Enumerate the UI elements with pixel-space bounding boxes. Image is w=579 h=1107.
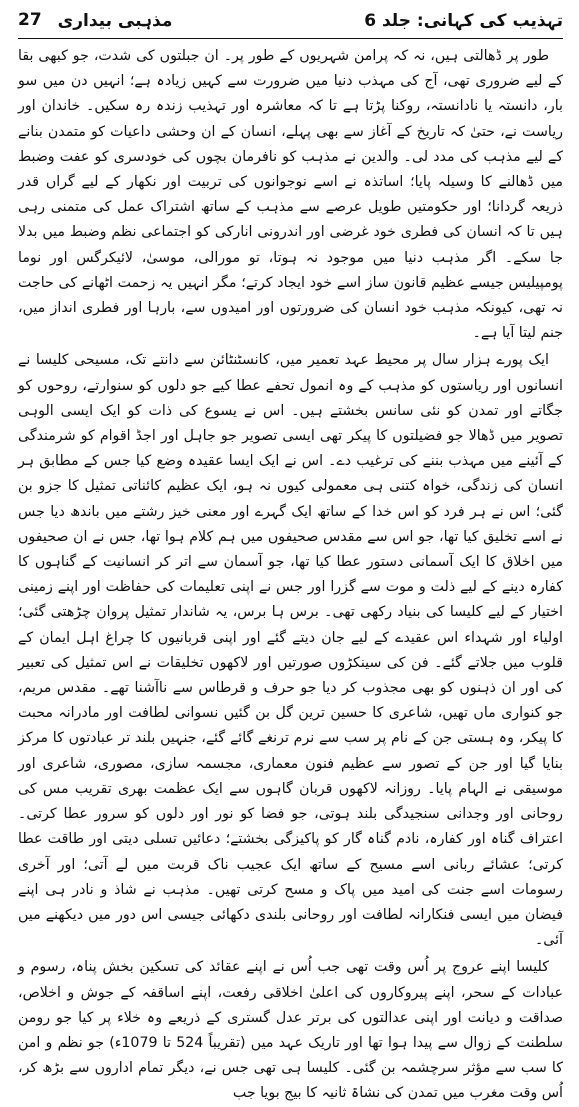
paragraph: ایک پورے ہزار سال پر محیط عہد تعمیر میں، کانسٹنٹائن سے دانتے تک، مسیحی کلیسا نے انسانوں اور ریاستوں کو مذہب کے وہ انمول تحفے عطا کیے جو دلوں کو سنوارتے، روحوں کو جگاتے اور تمدن کو نئی سانس بخشتے ہیں۔ اس نے یسوع کی ذات کو ایک ایسی الوہی تصویر میں ڈھالا جو فضیلتوں کا پیکر تھی ایسی تصویر جو جاہل اور اجڈ اقوام کو شرمندگی کے آئینے میں مہذب بننے کی ترغیب دے۔ اس نے ایک ایسا عقیدہ وضع کیا جس کے مطابق ہر انسان کی زندگی، خواہ کتنی ہی معمولی کیوں نہ ہو، ایک عظیم کائناتی تمثیل کا جزو بن گئی؛ اس نے ہر فرد کو اس خدا کے ساتھ ایک گہرے اور معنی خیز رشتے میں باندھ دیا جس نے اسے تخلیق کیا تھا، جو اس سے مقدس صحیفوں میں ہم کلام ہوا تھا، جس نے ان صحیفوں میں اخلاق کا ایک آسمانی دستور عطا کیا تھا، جو آسمان سے اتر کر انسانیت کے گناہوں کا کفارہ دینے کے لیے ذلت و موت سے گزرا اور جس نے اپنی تعلیمات کی حفاظت اور اپنے زمینی اختیار کے لیے کلیسا کی بنیاد رکھی تھی۔ برس ہا برس، یہ شاندار تمثیل پروان چڑھتی گئی؛ اولیاء اور شہداء اس عقیدے کے لیے جان دیتے گئے اور اپنی قربانیوں کا چراغ اہل ایمان کے قلوب میں جلاتے گئے۔ فن کی سینکڑوں صورتیں اور لاکھوں تخلیقات نے اس تمثیل کی تعبیر کی اور ان ذہنوں کو بھی مجذوب کر دیا جو حرف و قرطاس سے ناآشنا تھے۔ مقدس مریم، جو کنواری ماں تھیں، شاعری کا حسین ترین گل بن گئیں نسوانی لطافت اور مادرانہ محبت کا پیکر، وہ ہستی جن کے نام پر سب سے نرم ترنغے گائے گئے، جنہیں بلند تر عبادتوں کا مرکز بنایا گیا اور جن کے تصور سے عظیم فنون معماری، مجسمہ سازی، مصوری، شاعری اور موسیقی نے الہام پایا۔ روزانہ لاکھوں قربان گاہوں سے ایک عظمت بھری تقریب مس کی روحانی اور وجدانی سنجیدگی بلند ہوتی، جو فضا کو نور اور دلوں کو سرور عطا کرتی۔ اعتراف گناہ اور کفارہ، نادم گناہ گار کو پاکیزگی بخشتے؛ دعائیں تسلی دیتی اور طاقت عطا کرتی؛ عشائے ربانی اسے مسیح کے ساتھ ایک عجیب ناک قربت میں لے آتی؛ اور آخری رسومات اسے جنت کی امید میں پاک و مسح کرتی تھیں۔ مذہب نے شاذ و نادر ہی اپنے فیضان میں ایسی فنکارانہ لطافت اور روحانی بلندی دکھائی جیسی اس دور میں دیکھنے میں آئی۔ bbox=[18, 352, 563, 949]
header-rule bbox=[18, 38, 563, 39]
page-header bbox=[18, 6, 563, 34]
paragraph: کلیسا اپنے عروج پر اُس وقت تھی جب اُس نے اپنے عقائد کی تسکین بخش پناہ، رسوم و عبادات کے سحر، اپنے پیروکاروں کی اعلیٰ اخلاقی رفعت، اپنے اساقفہ کے جوش و اخلاص، صداقت و دیانت اور اپنی عدالتوں کی برتر عدل گستری کے ذریعے وہ خلاء پر کیا جو رومن سلطنت کے زوال سے پیدا ہوا تھا اور تاریک عہد میں (تقریباً 524 تا 1079ء) جو نظم و امن کا سب سے مؤثر سرچشمہ بن گئی۔ کلیسا ہی تھی جس نے، دیگر تمام اداروں سے بڑھ کر، اُس وقت مغرب میں تمدن کی نشاۃ ثانیہ کا بیج بویا جب bbox=[18, 959, 563, 1102]
chapter-title: مذہبی بیداری bbox=[57, 10, 173, 31]
paragraph: طور پر ڈھالتی ہیں، نہ کہ پرامن شہریوں کے طور پر۔ ان جبلتوں کی شدت، جو کبھی بقا کے لیے ضروری تھی، آج کی مہذب دنیا میں ضرورت سے کہیں زیادہ ہے؛ انہیں دن میں سو بار، دانستہ یا نادانستہ، روکنا پڑتا ہے تا کہ معاشرہ اور تہذیب زندہ رہ سکیں۔ خاندان اور ریاست نے، حتیٰ کہ تاریخ کے آغاز سے بھی پہلے، انسان کے ان وحشی داعیات کو متمدن بنانے کے لیے مذہب کی مدد لی۔ والدین نے مذہب کو نافرمان بچوں کی خودسری کو عفت وضبط میں ڈھالنے کا وسیلہ پایا؛ اساتذہ نے اسے نوجوانوں کی تربیت اور نکھار کے لیے گراں قدر ذریعہ گردانا؛ اور حکومتیں طویل عرصے سے مذہب کے ساتھ اشتراک عمل کی متمنی رہی ہیں تا کہ انسان کی فطری خود غرضی اور اندرونی انارکی کو اجتماعی نظم وضبط میں بدلا جا سکے۔ اگر مذہب دنیا میں موجود نہ ہوتا، تو مورالی، موسیٰ، لائیکرگس اور نوما پومپیلیس جیسے عظیم قانون ساز اسے خود ایجاد کرتے؛ مگر انہیں یہ زحمت اٹھانے کی حاجت نہ تھی، کیونکہ مذہب خود انسان کی ضرورتوں اور امیدوں سے، بارہا اور فطری انداز میں، جنم لیتا آیا ہے۔ bbox=[18, 48, 563, 342]
page-body bbox=[18, 44, 563, 1102]
page-number: 27 bbox=[18, 10, 42, 30]
book-title: تہذیب کی کہانی: جلد 6 bbox=[364, 10, 563, 31]
